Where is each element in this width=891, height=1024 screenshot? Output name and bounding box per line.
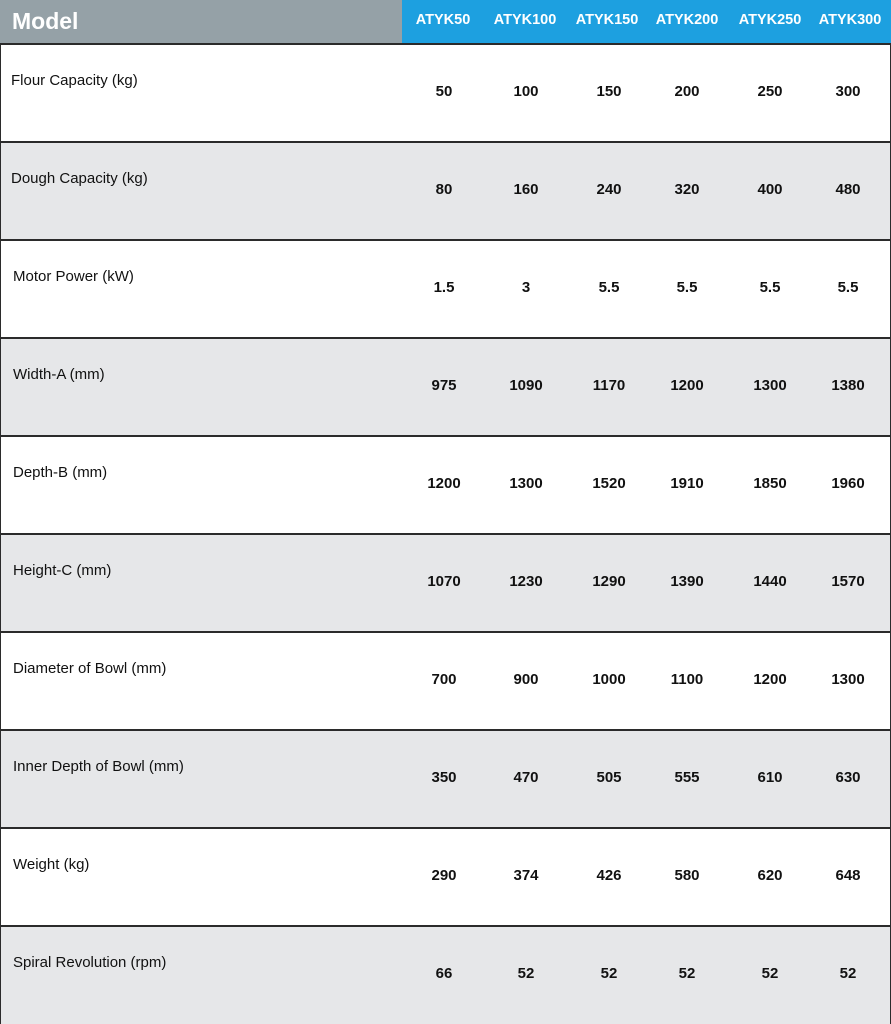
table-cell: 505 xyxy=(596,769,622,786)
row-label: Height-C (mm) xyxy=(13,562,112,579)
row-label: Depth-B (mm) xyxy=(13,464,108,481)
table-cell: 1960 xyxy=(831,475,865,492)
table-row xyxy=(0,337,891,435)
table-cell: 1230 xyxy=(509,573,543,590)
table-cell: 52 xyxy=(839,965,857,982)
table-cell: 700 xyxy=(431,671,457,688)
row-label: Weight (kg) xyxy=(13,856,90,873)
model-column-atyk200: ATYK200 xyxy=(655,12,719,28)
table-cell: 5.5 xyxy=(759,279,781,296)
table-cell: 80 xyxy=(435,181,453,198)
row-label: Dough Capacity (kg) xyxy=(11,170,148,187)
table-cell: 350 xyxy=(431,769,457,786)
table-row xyxy=(0,827,891,925)
table-cell: 580 xyxy=(674,867,700,884)
model-column-atyk150: ATYK150 xyxy=(575,12,639,28)
table-cell: 1200 xyxy=(427,475,461,492)
model-column-atyk100: ATYK100 xyxy=(493,12,557,28)
table-cell: 160 xyxy=(513,181,539,198)
table-cell: 1910 xyxy=(670,475,704,492)
row-label: Inner Depth of Bowl (mm) xyxy=(13,758,184,775)
table-cell: 1850 xyxy=(753,475,787,492)
table-cell: 555 xyxy=(674,769,700,786)
table-cell: 150 xyxy=(596,83,622,100)
model-column-atyk300: ATYK300 xyxy=(818,12,882,28)
table-cell: 610 xyxy=(757,769,783,786)
table-cell: 1200 xyxy=(753,671,787,688)
table-cell: 200 xyxy=(674,83,700,100)
table-row xyxy=(0,43,891,141)
table-cell: 1070 xyxy=(427,573,461,590)
table-cell: 52 xyxy=(517,965,535,982)
table-cell: 1090 xyxy=(509,377,543,394)
table-cell: 630 xyxy=(835,769,861,786)
table-cell: 426 xyxy=(596,867,622,884)
table-cell: 374 xyxy=(513,867,539,884)
table-cell: 1200 xyxy=(670,377,704,394)
table-row xyxy=(0,631,891,729)
table-cell: 1100 xyxy=(670,671,704,688)
model-header-label: Model xyxy=(0,0,402,43)
table-cell: 5.5 xyxy=(598,279,620,296)
table-cell: 290 xyxy=(431,867,457,884)
table-cell: 400 xyxy=(757,181,783,198)
table-cell: 320 xyxy=(674,181,700,198)
table-cell: 1000 xyxy=(592,671,626,688)
table-cell: 975 xyxy=(431,377,457,394)
row-label: Width-A (mm) xyxy=(13,366,105,383)
table-cell: 620 xyxy=(757,867,783,884)
table-cell: 1300 xyxy=(509,475,543,492)
table-cell: 1520 xyxy=(592,475,626,492)
table-cell: 1300 xyxy=(831,671,865,688)
table-cell: 250 xyxy=(757,83,783,100)
table-cell: 300 xyxy=(835,83,861,100)
table-cell: 52 xyxy=(761,965,779,982)
table-row xyxy=(0,239,891,337)
table-cell: 5.5 xyxy=(837,279,859,296)
model-column-atyk250: ATYK250 xyxy=(738,12,802,28)
table-cell: 1570 xyxy=(831,573,865,590)
table-cell: 52 xyxy=(600,965,618,982)
table-cell: 1380 xyxy=(831,377,865,394)
table-cell: 1440 xyxy=(753,573,787,590)
table-cell: 1390 xyxy=(670,573,704,590)
table-cell: 66 xyxy=(435,965,453,982)
row-label: Diameter of Bowl (mm) xyxy=(13,660,167,677)
table-header xyxy=(0,0,891,43)
table-row xyxy=(0,435,891,533)
table-row xyxy=(0,141,891,239)
table-cell: 470 xyxy=(513,769,539,786)
table-cell: 648 xyxy=(835,867,861,884)
row-label: Motor Power (kW) xyxy=(13,268,134,285)
table-cell: 100 xyxy=(513,83,539,100)
table-cell: 1290 xyxy=(592,573,626,590)
table-cell: 5.5 xyxy=(676,279,698,296)
table-cell: 900 xyxy=(513,671,539,688)
table-cell: 240 xyxy=(596,181,622,198)
model-column-atyk50: ATYK50 xyxy=(415,12,471,28)
table-cell: 1300 xyxy=(753,377,787,394)
model-columns-header xyxy=(402,0,891,43)
table-cell: 52 xyxy=(678,965,696,982)
table-cell: 1.5 xyxy=(433,279,455,296)
table-row xyxy=(0,925,891,1024)
table-row xyxy=(0,533,891,631)
table-cell: 480 xyxy=(835,181,861,198)
row-label: Flour Capacity (kg) xyxy=(11,72,138,89)
row-label: Spiral Revolution (rpm) xyxy=(13,954,167,971)
table-cell: 1170 xyxy=(592,377,626,394)
table-row xyxy=(0,729,891,827)
table-cell: 3 xyxy=(521,279,531,296)
table-cell: 50 xyxy=(435,83,453,100)
